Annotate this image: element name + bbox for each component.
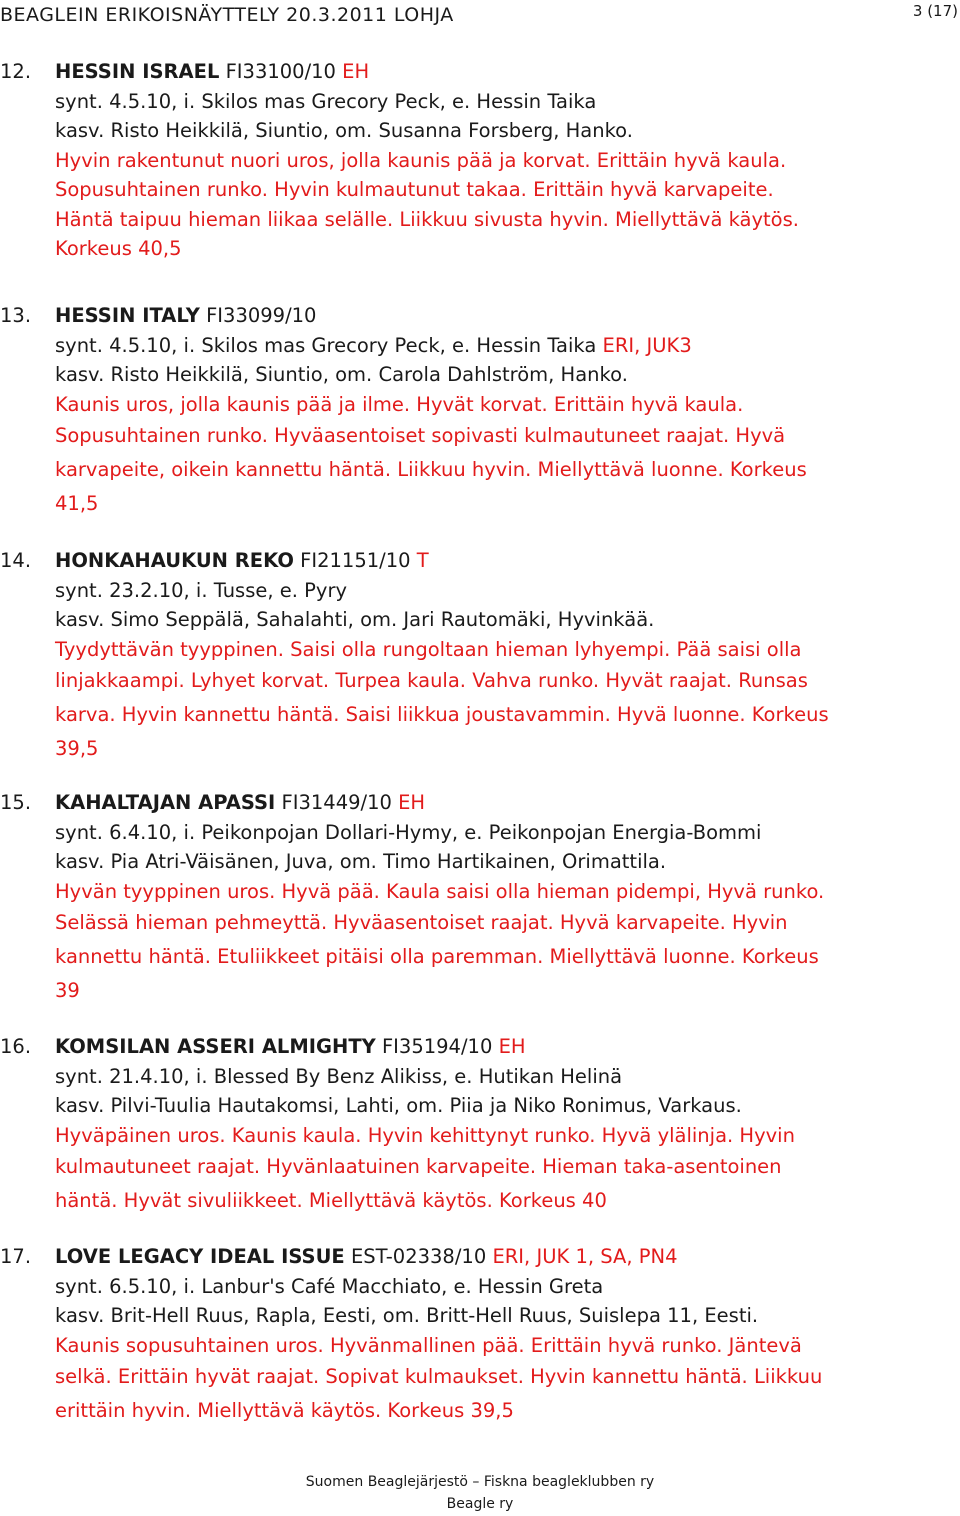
entry-body [55,1242,960,1428]
critique-line: Häntä taipuu hieman liikaa selälle. Liikkuu sivusta hyvin. Miellyttävä käytös. [55,207,799,231]
breeder-line: kasv. Pilvi-Tuulia Hautakomsi, Lahti, om. Piia ja Niko Ronimus, Varkaus. [55,1094,742,1117]
breeder-line: kasv. Simo Seppälä, Sahalahti, om. Jari Rautomäki, Hyvinkää. [55,608,655,631]
critique-line: kannettu häntä. Etuliikkeet pitäisi olla paremman. Miellyttävä luonne. Korkeus [55,945,819,968]
entry-number: 12. [0,60,32,83]
entry-number: 14. [0,549,32,572]
critique-line: Hyvin rakentunut nuori uros, jolla kaunis pää ja korvat. Erittäin hyvä kaula. [55,148,787,172]
entry-number: 16. [0,1035,32,1058]
entry-number: 17. [0,1245,32,1268]
registration-number: FI33099/10 [206,304,317,327]
entry-title-line [55,546,960,576]
entry-number: 15. [0,791,32,814]
award: ERI, JUK 1, SA, PN4 [492,1245,678,1268]
birth-line: synt. 6.5.10, i. Lanbur's Café Macchiato, e. Hessin Greta [55,1274,604,1298]
award: EH [342,60,370,83]
critique-line: 39 [55,979,80,1002]
birth-line: synt. 23.2.10, i. Tusse, e. Pyry [55,578,348,602]
judge-critique [55,1121,960,1219]
birth-award: ERI, JUK3 [602,333,692,357]
critique-line: Hyväpäinen uros. Kaunis kaula. Hyvin kehittynyt runko. Hyvä ylälinja. Hyvin [55,1123,795,1147]
judge-critique [55,635,960,767]
dog-name: HONKAHAUKUN REKO [55,549,294,572]
judge-critique [55,1331,960,1429]
critique-line: 41,5 [55,492,99,515]
registration-number: FI35194/10 [381,1035,493,1058]
critique-line: 39,5 [55,737,99,760]
critique-line: Sopusuhtainen runko. Hyvin kulmautunut takaa. Erittäin hyvä karvapeite. [55,178,774,201]
birth-line [55,331,960,361]
critique-line: karvapeite, oikein kannettu häntä. Liikkuu hyvin. Miellyttävä luonne. Korkeus [55,458,807,481]
registration-number: FI21151/10 [300,549,411,572]
critique-line: selkä. Erittäin hyvät raajat. Sopivat kulmaukset. Hyvin kannettu häntä. Liikkuu [55,1365,823,1388]
entry-title-line [55,57,960,87]
critique-line: Tyydyttävän tyyppinen. Saisi olla rungoltaan hieman lyhyempi. Pää saisi olla [55,637,802,661]
entry-body [55,788,960,1008]
entry-body [55,301,960,521]
critique-line: linjakkaampi. Lyhyet korvat. Turpea kaula. Vahva runko. Hyvät raajat. Runsas [55,669,808,692]
judge-critique [55,877,960,1009]
dog-name: HESSIN ISRAEL [55,60,220,83]
entry-body [55,1032,960,1218]
critique-line: häntä. Hyvät sivuliikkeet. Miellyttävä käytös. Korkeus 40 [55,1189,607,1212]
judge-critique [55,146,960,264]
entry-title-line [55,1032,960,1062]
entry-title-line [55,788,960,818]
footer-club: Beagle ry [446,1496,514,1512]
judge-critique [55,390,960,522]
dog-name: KAHALTAJAN APASSI [55,791,276,814]
registration-number: FI33100/10 [225,60,336,83]
page-number: 3 (17) [912,2,958,20]
footer-organization: Suomen Beaglejärjestö – Fiskna beagleklubben ry [305,1474,655,1490]
critique-line: Sopusuhtainen runko. Hyväasentoiset sopivasti kulmautuneet raajat. Hyvä [55,424,786,447]
critique-line: Korkeus 40,5 [55,237,182,260]
dog-name: LOVE LEGACY IDEAL ISSUE [55,1245,345,1268]
birth-line: synt. 4.5.10, i. Skilos mas Grecory Peck, e. Hessin Taika [55,89,597,113]
birth-line: synt. 21.4.10, i. Blessed By Benz Alikiss, e. Hutikan Helinä [55,1064,623,1088]
critique-line: erittäin hyvin. Miellyttävä käytös. Korkeus 39,5 [55,1399,514,1422]
dog-name: HESSIN ITALY [55,304,200,327]
critique-line: kulmautuneet raajat. Hyvänlaatuinen karvapeite. Hieman taka-asentoinen [55,1155,782,1178]
birth-line: synt. 6.4.10, i. Peikonpojan Dollari-Hymy, e. Peikonpojan Energia-Bommi [55,820,762,844]
critique-line: karva. Hyvin kannettu häntä. Saisi liikkua joustavammin. Hyvä luonne. Korkeus [55,703,829,726]
critique-line: Kaunis uros, jolla kaunis pää ja ilme. Hyvät korvat. Erittäin hyvä kaula. [55,392,744,416]
critique-line: Kaunis sopusuhtainen uros. Hyvänmallinen pää. Erittäin hyvä runko. Jäntevä [55,1333,802,1357]
critique-line: Selässä hieman pehmeyttä. Hyväasentoiset raajat. Hyvä karvapeite. Hyvin [55,911,788,934]
dog-name: KOMSILAN ASSERI ALMIGHTY [55,1035,376,1058]
entry-title-line [55,301,960,331]
registration-number: EST-02338/10 [350,1245,487,1268]
breeder-line: kasv. Pia Atri-Väisänen, Juva, om. Timo Hartikainen, Orimattila. [55,850,667,873]
award: EH [398,791,426,814]
breeder-line: kasv. Brit-Hell Ruus, Rapla, Eesti, om. Britt-Hell Ruus, Suislepa 11, Eesti. [55,1304,759,1327]
entry-number: 13. [0,304,32,327]
registration-number: FI31449/10 [281,791,392,814]
birth-text: synt. 4.5.10, i. Skilos mas Grecory Peck, e. Hessin Taika [55,333,597,357]
critique-line: Hyvän tyyppinen uros. Hyvä pää. Kaula saisi olla hieman pidempi, Hyvä runko. [55,879,825,903]
entry-body [55,546,960,766]
entry-title-line [55,1242,960,1272]
header-title: BEAGLEIN ERIKOISNÄYTTELY 20.3.2011 LOHJA [0,4,454,26]
breeder-line: kasv. Risto Heikkilä, Siuntio, om. Carola Dahlström, Hanko. [55,363,628,386]
breeder-line: kasv. Risto Heikkilä, Siuntio, om. Susanna Forsberg, Hanko. [55,119,633,142]
award: T [416,549,429,572]
page-header [0,0,960,34]
award: EH [498,1035,526,1058]
entry-body [55,57,960,264]
